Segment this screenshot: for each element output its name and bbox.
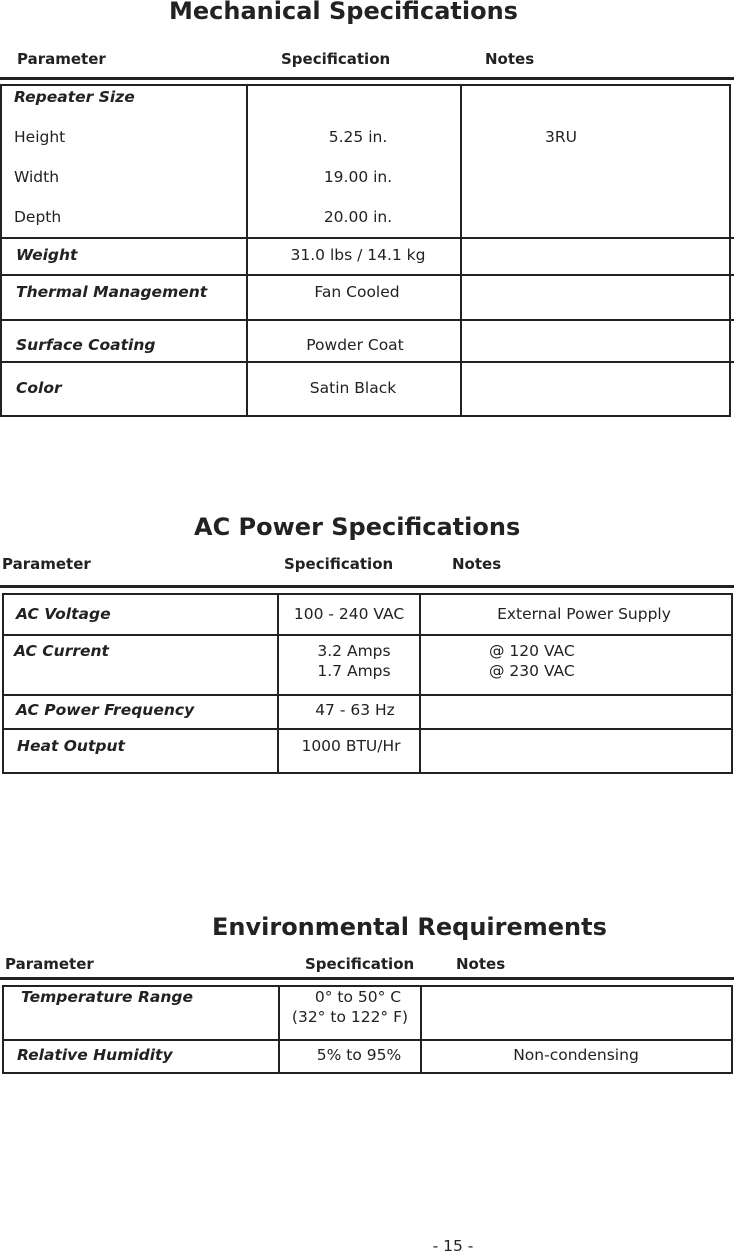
width-label: Width — [14, 168, 60, 186]
relative-humidity-value: 5% to 95% — [316, 1046, 402, 1064]
ac-current-note-2: @ 230 VAC — [489, 662, 575, 680]
relative-humidity-note: Non-condensing — [513, 1046, 639, 1064]
height-value: 5.25 in. — [328, 128, 388, 146]
ac-header-notes: Notes — [452, 555, 502, 573]
ac-bottom-line — [2, 772, 733, 774]
env-header-rule — [0, 977, 734, 980]
height-label: Height — [14, 128, 66, 146]
color-value: Satin Black — [309, 379, 397, 397]
mechanical-header-notes: Notes — [485, 50, 535, 68]
relative-humidity-label: Relative Humidity — [17, 1046, 173, 1064]
ac-current-value-1: 3.2 Amps — [317, 642, 391, 660]
ac-current-note-1: @ 120 VAC — [489, 642, 575, 660]
weight-value: 31.0 lbs / 14.1 kg — [290, 246, 426, 264]
mech-row-line — [0, 237, 734, 239]
ac-row-line — [2, 634, 733, 636]
mech-col-line — [246, 84, 248, 417]
temperature-range-value-2: (32° to 122° F) — [291, 1008, 409, 1026]
ac-header-parameter: Parameter — [2, 555, 91, 573]
ac-header-specification: Specification — [284, 555, 394, 573]
temperature-range-value-1: 0° to 50° C — [314, 988, 402, 1006]
mechanical-header-rule — [0, 77, 734, 80]
ac-col-line — [731, 593, 733, 774]
repeater-size-label: Repeater Size — [14, 88, 135, 106]
ac-voltage-value: 100 - 240 VAC — [293, 605, 405, 623]
ac-current-label: AC Current — [14, 642, 109, 660]
surface-coating-value: Powder Coat — [306, 336, 404, 354]
ac-frequency-label: AC Power Frequency — [16, 701, 195, 719]
env-col-line — [420, 985, 422, 1074]
temperature-range-label: Temperature Range — [21, 988, 193, 1006]
mechanical-header-specification: Specification — [281, 50, 391, 68]
ac-current-value-2: 1.7 Amps — [317, 662, 391, 680]
mech-col-line — [0, 84, 2, 417]
ac-voltage-label: AC Voltage — [16, 605, 111, 623]
env-header-specification: Specification — [305, 955, 415, 973]
depth-value: 20.00 in. — [323, 208, 393, 226]
color-label: Color — [16, 379, 62, 397]
mech-bottom-line — [0, 415, 731, 417]
ac-top-line — [2, 593, 733, 595]
environmental-title: Environmental Requirements — [212, 913, 607, 941]
mechanical-title: Mechanical Specifications — [169, 0, 518, 25]
env-header-notes: Notes — [456, 955, 506, 973]
ac-voltage-note: External Power Supply — [497, 605, 671, 623]
mech-row-line — [0, 274, 734, 276]
weight-label: Weight — [16, 246, 78, 264]
heat-output-label: Heat Output — [17, 737, 125, 755]
thermal-management-label: Thermal Management — [16, 283, 208, 301]
ac-header-rule — [0, 585, 734, 588]
env-bottom-line — [2, 1072, 733, 1074]
mech-row-line — [0, 319, 734, 321]
width-value: 19.00 in. — [323, 168, 393, 186]
depth-label: Depth — [14, 208, 62, 226]
ac-col-line — [2, 593, 4, 774]
surface-coating-label: Surface Coating — [16, 336, 156, 354]
height-note: 3RU — [545, 128, 577, 146]
env-col-line — [278, 985, 280, 1074]
ac-row-line — [2, 728, 733, 730]
page-number: - 15 - — [432, 1237, 474, 1255]
env-col-line — [731, 985, 733, 1074]
ac-col-line — [277, 593, 279, 774]
mech-col-line — [729, 84, 731, 417]
mech-col-line — [460, 84, 462, 417]
env-row-line — [2, 1039, 733, 1041]
mech-row-line — [0, 361, 734, 363]
ac-power-title: AC Power Specifications — [194, 513, 521, 541]
ac-frequency-value: 47 - 63 Hz — [315, 701, 395, 719]
mechanical-header-parameter: Parameter — [17, 50, 106, 68]
env-header-parameter: Parameter — [5, 955, 94, 973]
mech-top-line — [0, 84, 731, 86]
ac-col-line — [419, 593, 421, 774]
ac-row-line — [2, 694, 733, 696]
heat-output-value: 1000 BTU/Hr — [301, 737, 401, 755]
env-col-line — [2, 985, 4, 1074]
thermal-management-value: Fan Cooled — [314, 283, 400, 301]
